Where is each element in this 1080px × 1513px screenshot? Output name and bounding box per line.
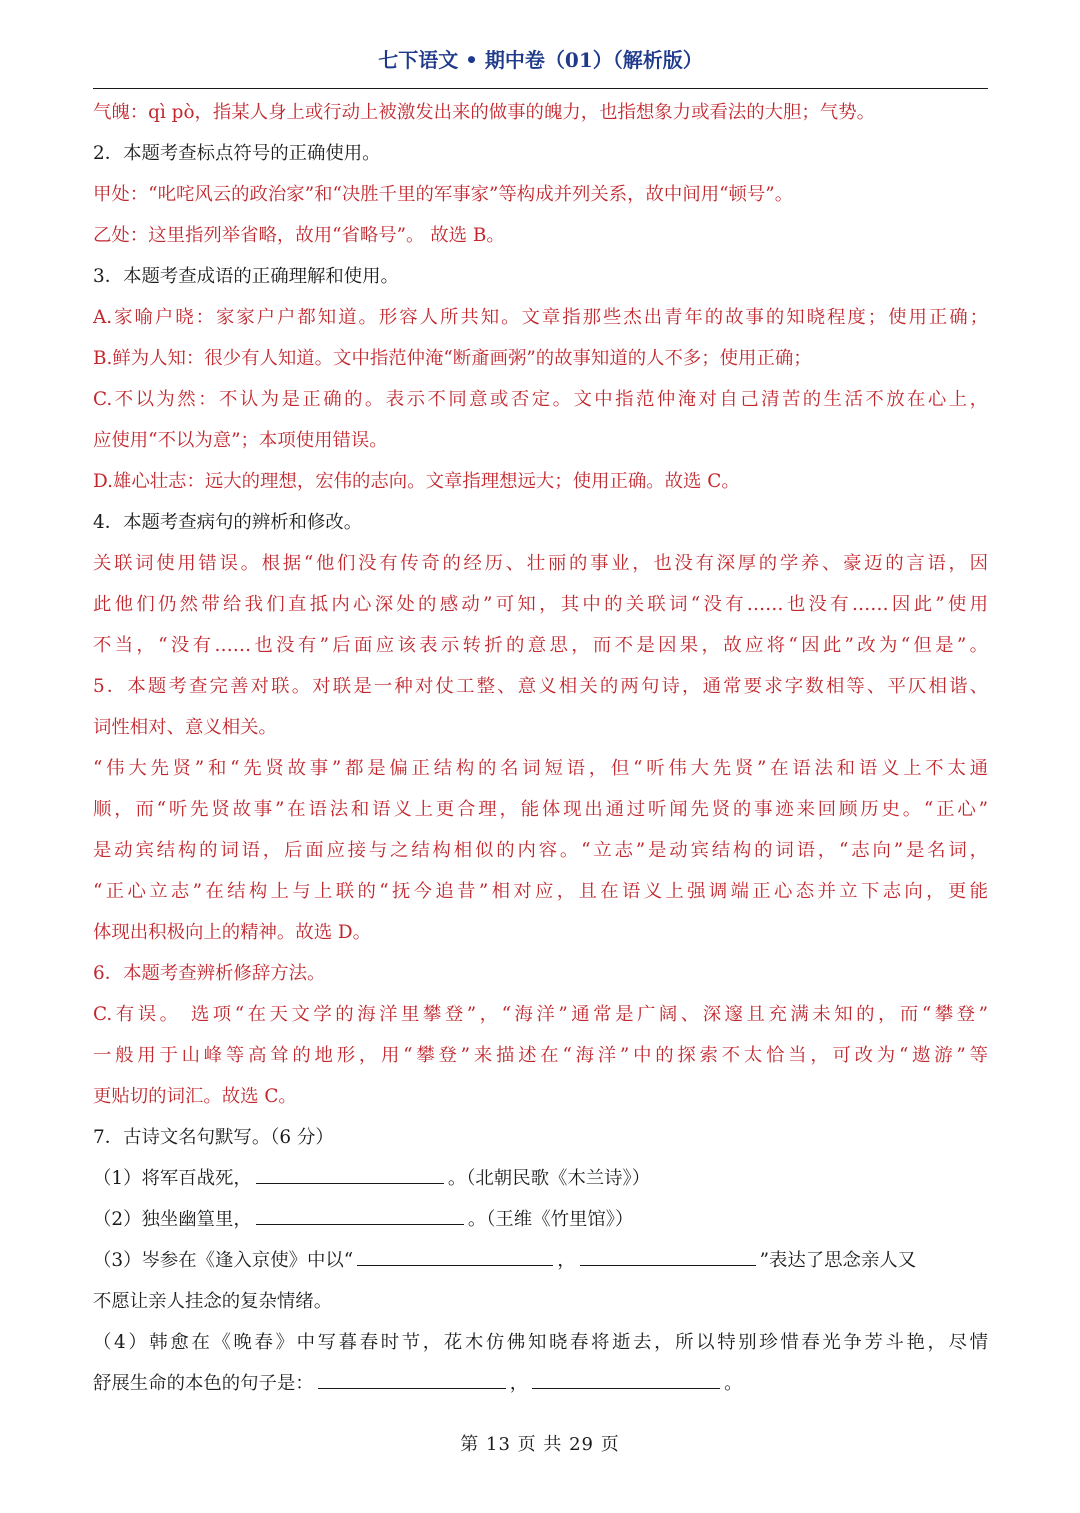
fill-blank-line	[93, 1240, 988, 1281]
text-line: B.鲜为人知：很少有人知道。文中指范仲淹“断齑画粥”的故事知道的人不多；使用正确；	[93, 348, 812, 369]
prompt-text: 。	[724, 1373, 743, 1394]
text-line: “正心立志”在结构上与上联的“抚今追昔”相对应，且在语义上强调端正心态并立下志向，更能	[93, 881, 988, 902]
question-heading: 4．本题考查病句的辨析和修改。	[93, 512, 363, 533]
prompt-text: ”表达了思念亲人又	[759, 1250, 917, 1271]
prompt-text: 舒展生命的本色的句子是：	[93, 1373, 314, 1394]
prompt-text: ，	[509, 1373, 529, 1394]
text-line: 甲处：“叱咤风云的政治家”和“决胜千里的军事家”等构成并列关系，故中间用“顿号”。	[93, 184, 794, 205]
text-line: 应使用“不以为意”；本项使用错误。	[93, 430, 388, 451]
prompt-text: ，	[557, 1250, 576, 1271]
answer-blank[interactable]	[580, 1241, 756, 1266]
answer-blank[interactable]	[357, 1241, 553, 1266]
answer-blank[interactable]	[318, 1364, 506, 1389]
answer-blank[interactable]	[532, 1364, 720, 1389]
text-line: 体现出积极向上的精神。故选 D。	[93, 922, 372, 943]
text-line: 气魄：qì pò，指某人身上或行动上被激发出来的做事的魄力，也指想象力或看法的大胆；气势。	[93, 102, 875, 123]
prompt-text: （3）岑参在《逢入京使》中以“	[93, 1250, 354, 1271]
text-line: “伟大先贤”和“先贤故事”都是偏正结构的名词短语，但“听伟大先贤”在语法和语义上不太通	[93, 758, 988, 779]
text-line: D.雄心壮志：远大的理想，宏伟的志向。文章指理想远大；使用正确。故选 C。	[93, 471, 740, 492]
page-content	[93, 92, 988, 1404]
prompt-text: 。（北朝民歌《木兰诗》）	[447, 1168, 651, 1189]
question-heading: 3．本题考查成语的正确理解和使用。	[93, 266, 399, 287]
page-number: 第 13 页 共 29 页	[460, 1434, 620, 1455]
answer-blank[interactable]	[256, 1159, 444, 1184]
question-heading: 2．本题考查标点符号的正确使用。	[93, 143, 381, 164]
text-line: 顺，而“听先贤故事”在语法和语义上更合理，能体现出通过听闻先贤的事迹来回顾历史。“正心”	[93, 799, 988, 820]
text-line: 更贴切的词汇。故选 C。	[93, 1086, 297, 1107]
text-line: 乙处：这里指列举省略，故用“省略号”。 故选 B。	[93, 225, 505, 246]
question-heading: 6．本题考查辨析修辞方法。	[93, 963, 326, 984]
text-line: C.不以为然：不认为是正确的。表示不同意或否定。文中指范仲淹对自己清苦的生活不放在心上，	[93, 389, 988, 410]
answer-blank[interactable]	[256, 1200, 464, 1225]
page-header	[93, 44, 988, 89]
header-title: 七下语文 • 期中卷（01）（解析版）	[378, 48, 703, 72]
fill-blank-line	[93, 1158, 988, 1199]
question-heading: 7．古诗文名句默写。（6 分）	[93, 1127, 334, 1148]
fill-blank-line	[93, 1199, 988, 1240]
text-line: 此他们仍然带给我们直抵内心深处的感动”可知，其中的关联词“没有……也没有……因此”使用	[93, 594, 988, 615]
page-footer	[0, 1430, 1080, 1456]
fill-blank-line	[93, 1363, 988, 1404]
text-line: 关联词使用错误。根据“他们没有传奇的经历、壮丽的事业，也没有深厚的学养、豪迈的言语，因	[93, 553, 988, 574]
text-line: （4）韩愈在《晚春》中写暮春时节，花木仿佛知晓春将逝去，所以特别珍惜春光争芳斗艳，尽情	[93, 1332, 988, 1353]
prompt-text: 。（王维《竹里馆》）	[467, 1209, 634, 1230]
prompt-text: （1）将军百战死，	[93, 1168, 252, 1189]
text-line: A.家喻户晓：家家户户都知道。形容人所共知。文章指那些杰出青年的故事的知晓程度；使用正确；	[93, 307, 988, 328]
text-line: 一般用于山峰等高耸的地形，用“攀登”来描述在“海洋”中的探索不太恰当，可改为“遨游”等	[93, 1045, 988, 1066]
question-heading: 5．本题考查完善对联。对联是一种对仗工整、意义相关的两句诗，通常要求字数相等、平仄相谐、	[93, 676, 988, 697]
text-line: 不当，“没有……也没有”后面应该表示转折的意思，而不是因果，故应将“因此”改为“但是”。	[93, 635, 988, 656]
text-line: 词性相对、意义相关。	[93, 717, 277, 738]
text-line: C.有误。 选项“在天文学的海洋里攀登”，“海洋”通常是广阔、深邃且充满未知的，而“攀登”	[93, 1004, 988, 1025]
prompt-text: （2）独坐幽篁里，	[93, 1209, 252, 1230]
text-line: 是动宾结构的词语，后面应接与之结构相似的内容。“立志”是动宾结构的词语，“志向”是名词，	[93, 840, 988, 861]
text-line: 不愿让亲人挂念的复杂情绪。	[93, 1291, 333, 1312]
